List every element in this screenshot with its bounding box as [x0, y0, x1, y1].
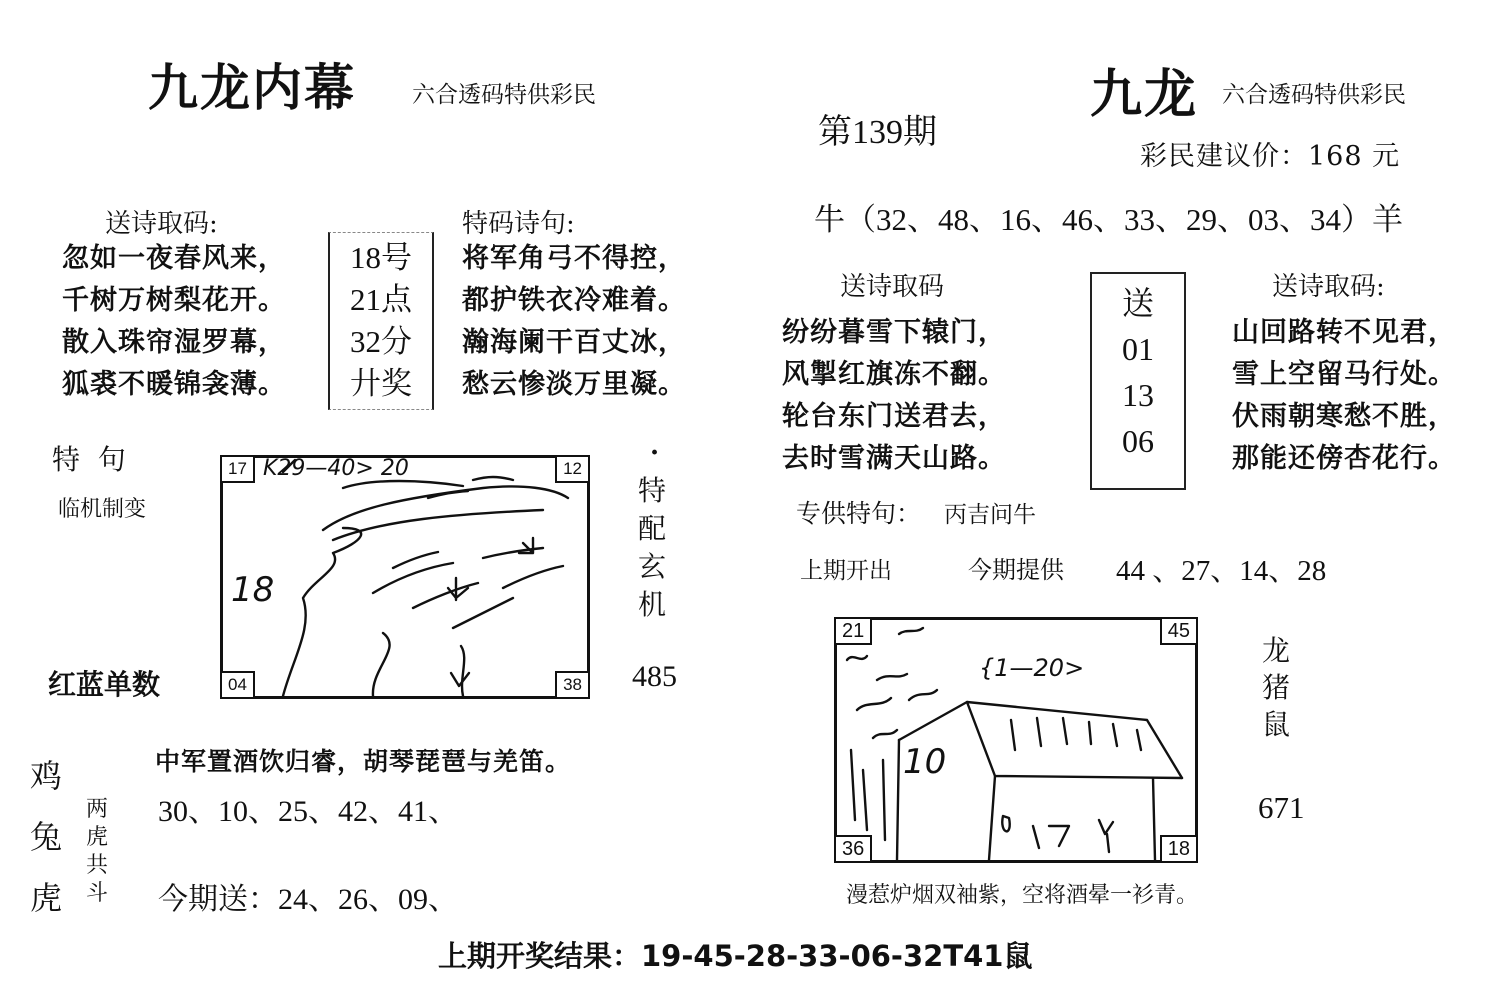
left-verse: 中军置酒饮归睿，胡琴琵琶与羌笛。 [155, 747, 572, 776]
right-subtitle: 六合透码特供彩民 [1222, 82, 1406, 108]
price: 彩民建议价：168 元 [1140, 141, 1401, 172]
corner-number: 17 [220, 455, 255, 483]
poem-line: 散入珠帘湿罗幕， [62, 327, 286, 358]
red-blue-label: 红蓝单数 [48, 668, 161, 701]
left-this-issue: 今期送：24、26、09、 [158, 883, 458, 916]
poem-line: 轮台东门送君去， [782, 401, 1006, 432]
left-center-box [328, 232, 434, 410]
vertical-char: 龙 [1262, 634, 1291, 667]
corner-number: 18 [1160, 835, 1198, 863]
right-poem1 [782, 312, 1006, 480]
right-caption: 漫惹炉烟双袖紫，空将酒晕一衫青。 [846, 883, 1199, 908]
vertical-char: 斗 [86, 881, 109, 906]
right-picture-frame [834, 617, 1198, 863]
left-picture-frame [220, 455, 590, 699]
landscape-sketch [223, 458, 587, 696]
vertical-char: 猪 [1262, 671, 1291, 704]
box-line: 13 [1122, 377, 1154, 413]
number-485: 485 [632, 660, 677, 693]
corner-number: 36 [834, 835, 872, 863]
left-poem1-heading: 送诗取码: [105, 209, 218, 239]
numbers-line: 牛（32、48、16、46、33、29、03、34）羊 [814, 202, 1403, 237]
box-line: 送 [1121, 285, 1154, 321]
last-result: 上期开奖结果：19-45-28-33-06-32T41鼠 [438, 939, 1033, 973]
poem-line: 都护铁衣冷难着。 [462, 285, 686, 316]
issue-number: 第139期 [818, 114, 937, 151]
box-line: 21点 [350, 282, 412, 317]
left-poem2-heading: 特码诗句: [462, 209, 575, 239]
scribble-number: 18 [231, 570, 275, 610]
vertical-char: 配 [638, 512, 667, 545]
vertical-char: 共 [86, 853, 109, 878]
special-phrase-right: 丙吉问牛 [944, 502, 1036, 528]
special-phrase-label: 特 句 [52, 443, 126, 476]
side-vertical-text [638, 472, 666, 624]
scribble-number: 10 [903, 742, 947, 782]
left-title: 九龙内幕 [148, 58, 356, 117]
poem-line: 伏雨朝寒愁不胜， [1232, 401, 1456, 432]
right-poem1-heading: 送诗取码 [840, 272, 945, 302]
right-title: 九龙 [1090, 64, 1199, 125]
corner-number: 21 [834, 617, 872, 645]
vertical-char: 鸡 [30, 757, 63, 795]
box-line: 18号 [350, 240, 412, 275]
poem-line: 忽如一夜春风来， [62, 243, 286, 274]
poem-line: 千树万树梨花开。 [62, 285, 286, 316]
left-poem1 [62, 238, 286, 406]
corner-number: 45 [1160, 617, 1198, 645]
vertical-char: 虎 [30, 879, 63, 917]
poem-line: 山回路转不见君， [1232, 317, 1456, 348]
special-phrase: 临机制变 [58, 497, 147, 522]
corner-number: 04 [220, 671, 255, 699]
vertical-char: 两 [86, 797, 109, 822]
vertical-char: 兔 [30, 818, 63, 856]
right-poem2 [1232, 312, 1456, 480]
last-open-label: 上期开出 [800, 558, 892, 584]
right-poem2-heading: 送诗取码: [1272, 272, 1385, 302]
vertical-char: 特 [638, 474, 667, 507]
poem-line: 纷纷暮雪下辕门， [782, 317, 1006, 348]
left-subtitle: 六合透码特供彩民 [412, 82, 596, 108]
box-line: 廾奖 [350, 366, 412, 401]
poem-line: 去时雪满天山路。 [782, 443, 1006, 474]
vertical-char: 鼠 [1262, 708, 1291, 741]
provide-numbers: 44 、27、14、28 [1116, 555, 1327, 587]
scribble-top: K29—40> 20 [263, 456, 409, 481]
poem-line: 愁云惨淡万里凝。 [462, 369, 686, 400]
poem-line: 风掣红旗冻不翻。 [782, 359, 1006, 390]
left-poem2 [462, 238, 686, 406]
box-line: 06 [1122, 423, 1154, 459]
box-line: 32分 [350, 324, 412, 359]
poem-line: 瀚海阑干百丈冰， [462, 327, 686, 358]
poem-line: 将军角弓不得控， [462, 243, 686, 274]
two-tigers-vertical [86, 796, 108, 908]
scribble-top: {1—20> [979, 654, 1085, 682]
vertical-char: 虎 [86, 825, 109, 850]
corner-number: 38 [555, 671, 590, 699]
left-numbers: 30、10、25、42、41、 [158, 795, 458, 828]
side-dot: · [650, 438, 660, 468]
right-center-box [1090, 272, 1186, 490]
provide-label: 今期提供 [968, 556, 1064, 584]
box-line: 01 [1122, 331, 1154, 367]
zodiac-vertical [30, 746, 62, 929]
poem-line: 那能还傍杏花行。 [1232, 443, 1456, 474]
vertical-char: 玄 [638, 550, 667, 583]
corner-number: 12 [555, 455, 590, 483]
vertical-char: 机 [638, 588, 667, 621]
number-671: 671 [1258, 790, 1305, 825]
special-label: 专供特句： [796, 499, 922, 528]
poem-line: 雪上空留马行处。 [1232, 359, 1456, 390]
poem-line: 狐裘不暖锦衾薄。 [62, 369, 286, 400]
right-side-vertical [1262, 632, 1290, 743]
